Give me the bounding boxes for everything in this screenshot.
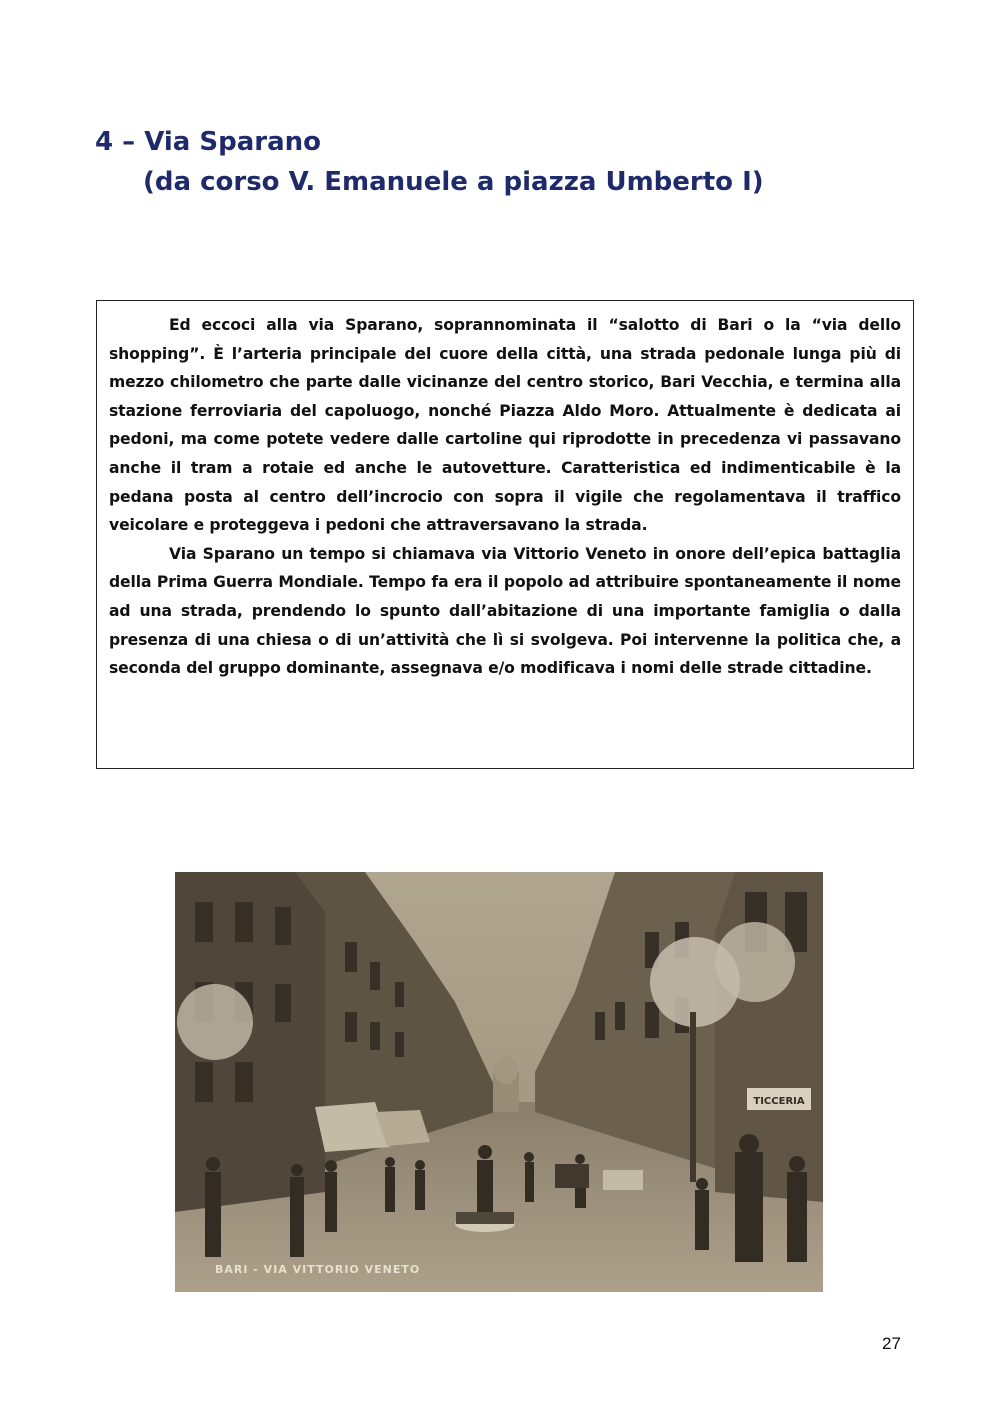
street-scene-illustration xyxy=(175,872,823,1292)
section-heading xyxy=(95,122,764,202)
section-title: 4 – Via Sparano xyxy=(95,127,321,157)
page-number: 27 xyxy=(882,1334,901,1353)
section-subtitle: (da corso V. Emanuele a piazza Umberto I) xyxy=(143,167,764,197)
paragraph-1: Ed eccoci alla via Sparano, soprannominata il “salotto di Bari o la “via dello shopping”. È l’arteria principale del cuore della città, una strada pedonale lunga più di mezzo chilometro che parte dalle vicinanze del centro storico, Bari Vecchia, e termina alla stazione ferroviaria del capoluogo, nonché Piazza Aldo Moro. Attualmente è dedicata ai pedoni, ma come potete vedere dalle cartoline qui riprodotte in precedenza vi passavano anche il tram a rotaie ed anche le autovetture. Caratteristica ed indimenticabile è la pedana posta al centro dell’incrocio con sopra il vigile che regolamentava il traffico veicolare e proteggeva i pedoni che attraversavano la strada. xyxy=(109,316,901,535)
vintage-postcard-photo xyxy=(175,872,823,1292)
postcard-caption: BARI - VIA VITTORIO VENETO xyxy=(215,1263,421,1276)
text-box xyxy=(96,300,914,769)
paragraph-2: Via Sparano un tempo si chiamava via Vittorio Veneto in onore dell’epica battaglia della Prima Guerra Mondiale. Tempo fa era il popolo ad attribuire spontaneamente il nome ad una strada, prendendo lo spunto dall’abitazione di una importante famiglia o dalla presenza di una chiesa o di un’attività che lì si svolgeva. Poi intervenne la politica che, a seconda del gruppo dominante, assegnava e/o modificava i nomi delle strade cittadine. xyxy=(109,544,901,678)
shop-sign-text: TICCERIA xyxy=(753,1096,805,1107)
